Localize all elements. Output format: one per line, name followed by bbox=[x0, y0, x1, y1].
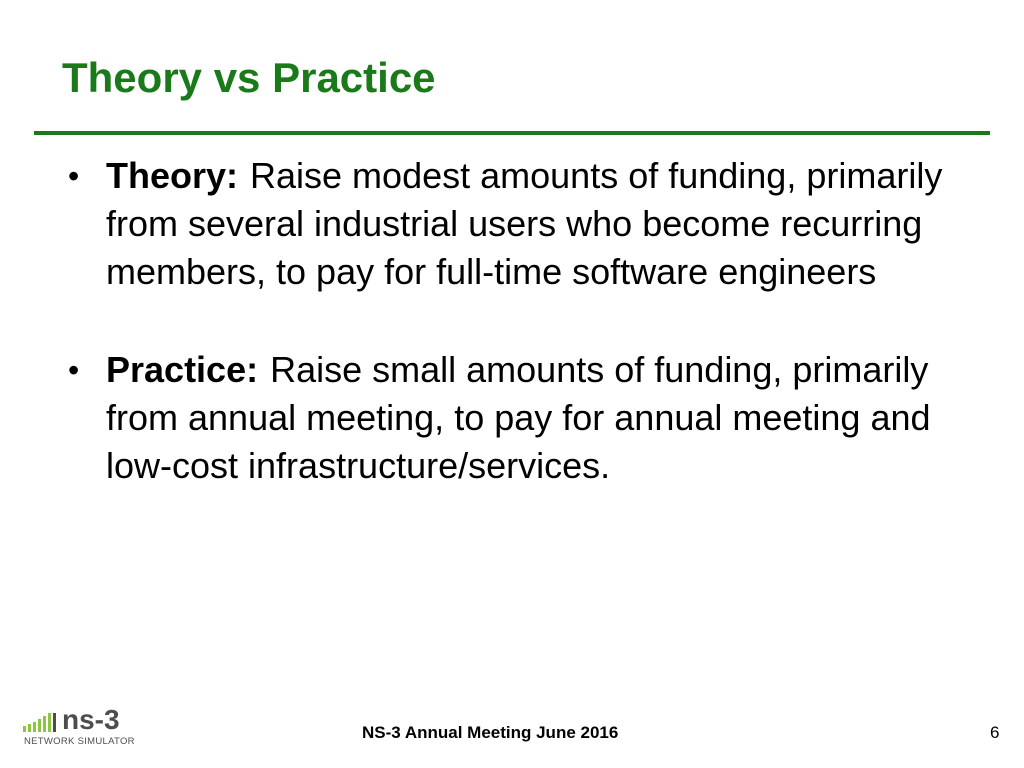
signal-bars-icon bbox=[22, 712, 62, 734]
page-number: 6 bbox=[990, 723, 1000, 742]
bullet-dot-icon: • bbox=[68, 158, 80, 194]
bullet-dot-icon: • bbox=[68, 352, 80, 388]
slide-title: Theory vs Practice bbox=[62, 54, 436, 101]
logo-wordmark: ns-3 bbox=[62, 704, 120, 735]
ns3-logo bbox=[22, 704, 172, 752]
title-divider bbox=[34, 131, 990, 135]
bullet-list bbox=[62, 152, 982, 490]
bullet-term: Practice: bbox=[106, 349, 259, 390]
footer-meeting-label: NS-3 Annual Meeting June 2016 bbox=[362, 723, 619, 742]
bullet-term: Theory: bbox=[106, 155, 239, 196]
bullet-text: Raise modest amounts of funding, primarily from several industrial users who become recurring members, to pay for full-time software engineers bbox=[106, 155, 943, 292]
bullet-item-practice bbox=[62, 346, 982, 490]
bullet-item-theory bbox=[62, 152, 982, 296]
bullet-text: Raise small amounts of funding, primarily from annual meeting, to pay for annual meeting and low-cost infrastructure/services. bbox=[106, 349, 931, 486]
logo-tagline: NETWORK SIMULATOR bbox=[24, 736, 135, 747]
